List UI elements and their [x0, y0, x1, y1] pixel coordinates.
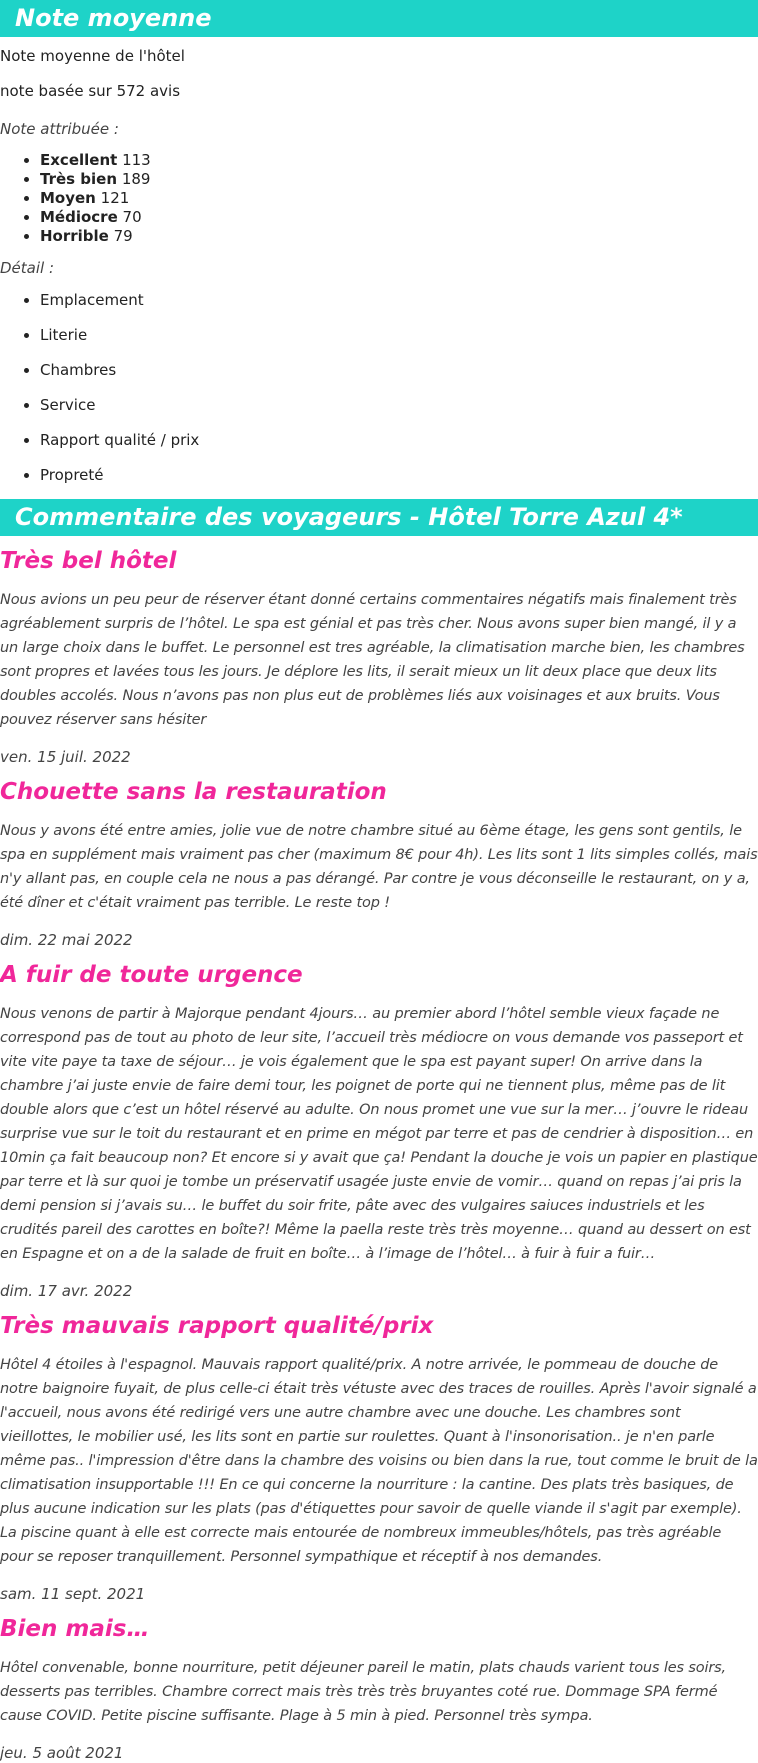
rating-item-mediocre [40, 208, 758, 227]
rating-count: 79 [113, 227, 133, 245]
detail-item-proprete: • Propreté [40, 465, 758, 485]
rating-item-moyen [40, 189, 758, 208]
review-title: Chouette sans la restauration [0, 779, 387, 805]
review-date: dim. 17 avr. 2022 [0, 1282, 133, 1300]
review [0, 1311, 758, 1604]
rating-count: 113 [122, 151, 151, 169]
review-body: Nous avions un peu peur de réserver étant donné certains commentaires négatifs mais finalement très agréablement surpris de l’hôtel. Le spa est génial et pas très cher. Nous avons super bien mangé, il y a un large choix dans le buffet. Le personnel est tres agréable, la climatisation marche bien, les chambres sont propres et lavées tous les jours. Je déplore les lits, il serait mieux un lit deux place que deux lits doubles accolés. Nous n’avons pas non plus eut de problèmes liés aux voisinages et aux bruits. Vous pouvez réserver sans hésiter [0, 592, 745, 728]
review-date: sam. 11 sept. 2021 [0, 1585, 146, 1603]
detail-label: Détail : [0, 259, 55, 277]
rating-item-horrible [40, 227, 758, 246]
detail-item-emplacement: • Emplacement [40, 290, 758, 310]
rating-item-tres-bien [40, 170, 758, 189]
review-body: Nous venons de partir à Majorque pendant 4jours… au premier abord l’hôtel semble vieux façade ne correspond pas de tout au photo de leur site, l’accueil très médiocre on vous demande vos passeport et vite vite paye ta taxe de séjour… je vois également que le spa est payant super! On arrive dans la chambre j’ai juste envie de faire demi tour, les poignet de porte qui ne tiennent plus, même pas de lit double alors que c’est un hôtel réservé au adulte. On nous promet une vue sur la mer… j’ouvre le rideau surprise vue sur le toit du restaurant et en prime en mégot par terre et pas de cendrier à disposition… en 10min ça fait beaucoup non? Et encore si y avait que ça! Pendant la douche je vois un papier en plastique par terre et là sur quoi je tombe un préservatif usagée juste envie de vomir… quand on repas j’ai pris la demi pension si j’avais su… le buffet du soir frite, pâte avec des vulgaires saiuces industriels et les crudités pareil des carottes en boîte?! Même la paella reste très très moyenne… quand au dessert on est en Espagne et on a de la salade de fruit en boîte… à l’image de l’hôtel… à fuir à fuir a fuir… [0, 1006, 758, 1262]
review [0, 960, 758, 1301]
rating-item-excellent [40, 151, 758, 170]
rating-distribution-list [0, 151, 758, 246]
rating-label: Très bien [40, 170, 118, 188]
detail-item-service: • Service [40, 395, 758, 415]
review [0, 1614, 758, 1763]
detail-item-rapport-qualite-prix: • Rapport qualité / prix [40, 430, 758, 450]
rating-label: Médiocre [40, 208, 118, 226]
detail-list [0, 290, 758, 485]
detail-item-chambres: • Chambres [40, 360, 758, 380]
review-title: A fuir de toute urgence [0, 962, 303, 988]
review-title: Très bel hôtel [0, 548, 177, 574]
rating-label: Horrible [40, 227, 109, 245]
review-body: Hôtel convenable, bonne nourriture, petit déjeuner pareil le matin, plats chauds varient tous les soirs, desserts pas terribles. Chambre correct mais très très très bruyantes coté rue. Dommage SPA fermé cause COVID. Petite piscine suffisante. Plage à 5 min à pied. Personnel très sympa. [0, 1660, 727, 1724]
review-count: note basée sur 572 avis [0, 82, 181, 100]
average-rating-title: Note moyenne de l'hôtel [0, 47, 185, 65]
review-date: dim. 22 mai 2022 [0, 931, 133, 949]
review-date: jeu. 5 août 2021 [0, 1744, 124, 1762]
rating-label: Excellent [40, 151, 118, 169]
review-body: Nous y avons été entre amies, jolie vue de notre chambre situé au 6ème étage, les gens sont gentils, le spa en supplément mais vraiment pas cher (maximum 8€ pour 4h). Les lits sont 1 lits simples collés, mais n'y allant pas, en couple cela ne nous a pas dérangé. Par contre je vous déconseille le restaurant, on y a, été dîner et c'était vraiment pas terrible. Le reste top ! [0, 823, 758, 911]
rating-label: Moyen [40, 189, 96, 207]
average-rating-header: Note moyenne [0, 0, 758, 37]
review-date: ven. 15 juil. 2022 [0, 748, 131, 766]
review-title: Très mauvais rapport qualité/prix [0, 1313, 434, 1339]
review [0, 777, 758, 950]
rating-count: 70 [122, 208, 142, 226]
review-body: Hôtel 4 étoiles à l'espagnol. Mauvais rapport qualité/prix. A notre arrivée, le pommeau de douche de notre baignoire fuyait, de plus celle-ci était très vétuste avec des traces de rouilles. Après l'avoir signalé a l'accueil, nous avons été redirigé vers une autre chambre avec une douche. Les chambres sont vieillottes, le mobilier usé, les lits sont en partie sur roulettes. Quant à l'insonorisation.. je n'en parle même pas.. l'impression d'être dans la chambre des voisins ou bien dans la rue, tout comme le bruit de la climatisation insupportable !!! En ce qui concerne la nourriture : la cantine. Des plats très basiques, de plus aucune indication sur les plats (pas d'étiquettes pour savoir de quelle viande il s'agit par exemple). La piscine quant à elle est correcte mais entourée de nombreux immeubles/hôtels, pas très agréable pour se reposer tranquillement. Personnel sympathique et réceptif à nos demandes. [0, 1357, 758, 1565]
detail-item-literie: • Literie [40, 325, 758, 345]
reviews-header: Commentaire des voyageurs - Hôtel Torre Azul 4* [0, 499, 758, 536]
review [0, 546, 758, 767]
rating-count: 121 [100, 189, 130, 207]
rating-count: 189 [121, 170, 151, 188]
distribution-label: Note attribuée : [0, 120, 119, 138]
review-title: Bien mais… [0, 1616, 150, 1642]
